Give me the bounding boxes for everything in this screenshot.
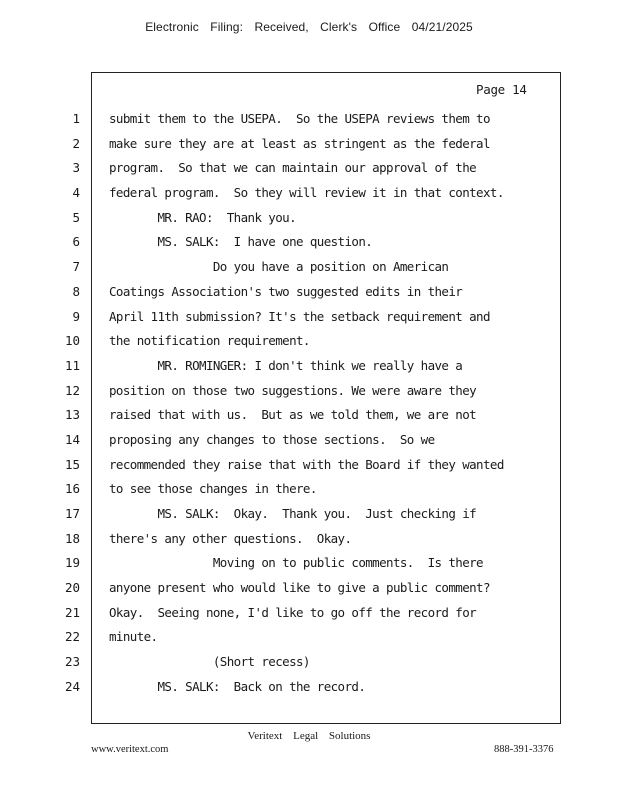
transcript-line: Okay. Seeing none, I'd like to go off the record for xyxy=(109,604,477,620)
line-number: 4 xyxy=(72,185,80,201)
transcript-line: the notification requirement. xyxy=(109,333,310,349)
transcript-line: make sure they are at least as stringent as the federal xyxy=(109,135,490,151)
transcript-line: recommended they raise that with the Board if they wanted xyxy=(109,456,504,472)
transcript-line: position on those two suggestions. We were aware they xyxy=(109,382,477,398)
line-number: 16 xyxy=(64,481,80,497)
line-number: 19 xyxy=(64,555,80,571)
transcript-line: Do you have a position on American xyxy=(109,259,449,275)
transcript-line: MS. SALK: Back on the record. xyxy=(109,678,366,694)
footer-website: www.veritext.com xyxy=(91,744,169,755)
line-number: 17 xyxy=(64,506,80,521)
line-number: 24 xyxy=(64,678,80,694)
line-number: 18 xyxy=(64,530,80,546)
line-number: 1 xyxy=(72,111,80,126)
transcript-line: Coatings Association's two suggested edits in their xyxy=(109,283,463,299)
transcript-line: April 11th submission? It's the setback requirement and xyxy=(109,308,490,324)
transcript-line: raised that with us. But as we told them, we are not xyxy=(109,407,477,423)
transcript-line: MR. RAO: Thank you. xyxy=(109,209,296,225)
filing-stamp: Electronic Filing: Received, Clerk's Office 04/21/2025 xyxy=(145,20,473,34)
line-number: 2 xyxy=(72,135,80,151)
transcript-line: submit them to the USEPA. So the USEPA reviews them to xyxy=(109,111,490,126)
line-number: 8 xyxy=(72,283,80,299)
transcript-line: Moving on to public comments. Is there xyxy=(109,555,483,571)
line-number: 5 xyxy=(72,209,80,225)
transcript-line: there's any other questions. Okay. xyxy=(109,530,352,546)
line-number: 23 xyxy=(64,654,80,670)
line-number: 9 xyxy=(72,308,80,324)
line-number: 10 xyxy=(64,333,80,349)
line-number: 20 xyxy=(64,580,80,596)
line-number: 12 xyxy=(64,382,80,398)
transcript-line: MR. ROMINGER: I don't think we really have a xyxy=(109,357,463,373)
line-number: 6 xyxy=(72,234,80,250)
transcript-line: MS. SALK: I have one question. xyxy=(109,234,373,250)
line-number: 21 xyxy=(64,604,80,620)
line-number: 7 xyxy=(72,259,80,275)
line-number-column xyxy=(50,107,80,700)
line-number: 14 xyxy=(64,431,80,447)
line-number: 13 xyxy=(64,407,80,423)
footer-phone: 888-391-3376 xyxy=(494,744,554,755)
transcript-line: MS. SALK: Okay. Thank you. Just checking if xyxy=(109,506,477,521)
line-number: 3 xyxy=(72,160,80,176)
transcript-text xyxy=(109,107,549,700)
line-number: 22 xyxy=(64,629,80,645)
transcript-line: program. So that we can maintain our approval of the xyxy=(109,160,477,176)
line-number: 11 xyxy=(64,357,80,373)
transcript-line: to see those changes in there. xyxy=(109,481,317,497)
transcript-line: anyone present who would like to give a public comment? xyxy=(109,580,490,596)
transcript-line: federal program. So they will review it in that context. xyxy=(109,185,504,201)
transcript-line: proposing any changes to those sections. So we xyxy=(109,431,435,447)
page-number: Page 14 xyxy=(476,82,527,97)
line-number: 15 xyxy=(64,456,80,472)
transcript-line: (Short recess) xyxy=(109,654,310,670)
transcript-line: minute. xyxy=(109,629,158,645)
footer-company: Veritext Legal Solutions xyxy=(247,730,371,742)
